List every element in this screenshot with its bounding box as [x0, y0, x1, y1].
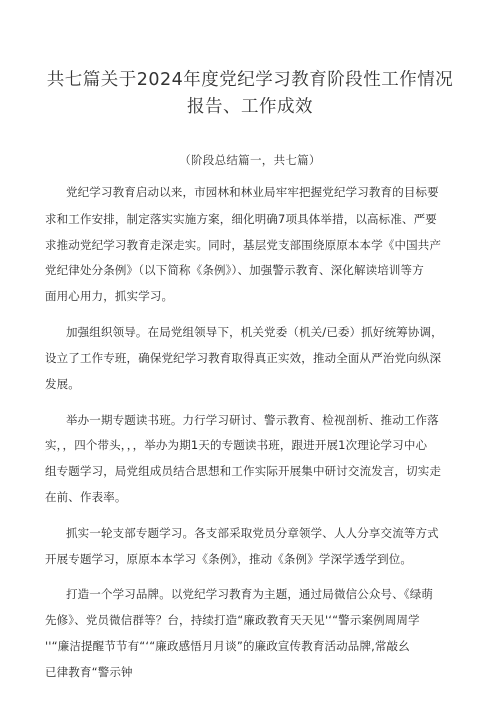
body-line: 举办一期专题读书班。力行学习研讨、警示教育、检视剖析、推动工作落: [66, 413, 439, 427]
body-line: 党纪学习教育启动以来，市园林和林业局牢牢把握党纪学习教育的目标要: [66, 185, 439, 199]
body-line: 面用心用力，抓实学习。: [45, 289, 174, 303]
body-line: 已律教育“警示钟: [45, 665, 133, 679]
body-line: 组专题学习，局党组成员结合思想和工作实际开展集中研讨交流发言，切实走: [45, 464, 442, 478]
body-line: 先修》、党员微信群等？台，持续打造“廉政教育天天见'‘“警示案例周周学: [45, 613, 420, 627]
body-line: ''“廉洁提醒节节有“‘“廉政感悟月月谈”的廉政宣传教育活动品牌,常敲幺: [45, 639, 410, 653]
body-line: 实，，四个带头，，，举办为期1天的专题读书班，跟进开展1次理论学习中心: [45, 438, 428, 452]
document-title-line-2: 报告、工作成效: [187, 97, 313, 117]
document-subtitle: （阶段总结篇一，共七篇）: [179, 153, 321, 167]
body-line: 党纪律处分条例》（以下简称《条例》）、加强警示教育、深化解读培训等方: [45, 263, 424, 277]
body-line: 开展专题学习，原原本本学习《条例》，推动《条例》学深学透学到位。: [45, 552, 413, 566]
body-line: 打造一个学习品牌。以党纪学习教育为主题，通过局微信公众号、《绿萌: [66, 587, 434, 601]
body-line: 在前、作表率。: [45, 490, 127, 504]
body-line: 求和工作安排，制定落实实施方案，细化明确7项具体举措，以高标准、严要: [45, 212, 437, 226]
body-line: 发展。: [45, 377, 80, 391]
body-line: 设立了工作专班，确保党纪学习教育取得真正实效，推动全面从严治党向纵深: [45, 351, 442, 365]
body-line: 抓实一轮支部专题学习。各支部采取党员分章领学、人人分享交流等方式: [66, 526, 439, 540]
body-line: 求推动党纪学习教育走深走实。同时，基层党支部围绕原原本本学《中国共产: [45, 238, 442, 252]
document-title-line-1: 共七篇关于2024年度党纪学习教育阶段性工作情况: [46, 70, 454, 90]
body-line: 加强组织领导。在局党组领导下，机关党委（机关/已委）抓好统筹协调，: [66, 325, 443, 339]
